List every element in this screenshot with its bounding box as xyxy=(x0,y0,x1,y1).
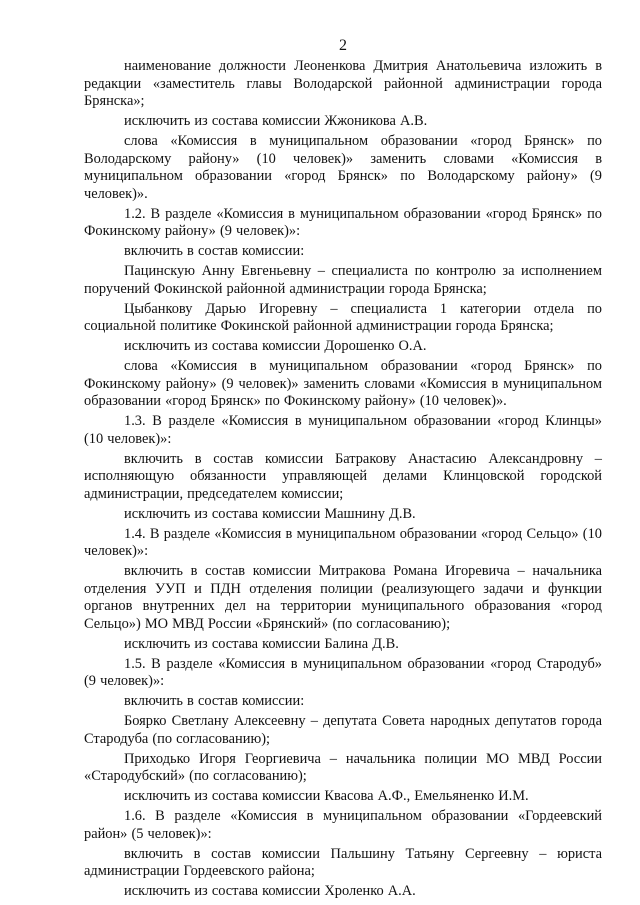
paragraph-exclude-mashnina: исключить из состава комиссии Машнину Д.В. xyxy=(124,505,416,522)
paragraph-section-1-4: 1.4. В разделе «Комиссия в муниципальном образовании «город Сельцо» (10 человек)»: xyxy=(84,525,602,559)
paragraph-include-prikhodko: Приходько Игоря Георгиевича – начальника полиции МО МВД России «Стародубский» (по согласованию); xyxy=(84,750,602,784)
paragraph-exclude-khrolenko: исключить из состава комиссии Хроленко А.А. xyxy=(124,883,416,899)
document-page xyxy=(84,36,602,903)
paragraph-exclude-balin: исключить из состава комиссии Балина Д.В. xyxy=(124,635,399,652)
paragraph-volodarsky-rename: слова «Комиссия в муниципальном образовании «город Брянск» по Володарскому району» (10 человек)» заменить словами «Комиссия в муниципальном образовании «город Брянск» по Володарскому району» (9 человек)». xyxy=(84,133,602,202)
paragraph-section-1-5: 1.5. В разделе «Комиссия в муниципальном образовании «город Стародуб» (9 человек)»: xyxy=(84,655,602,689)
paragraph-exclude-doroshenko: исключить из состава комиссии Дорошенко О.А. xyxy=(124,338,427,354)
paragraph-exclude-zhzhonikov: исключить из состава комиссии Жжоникова А.В. xyxy=(124,113,428,129)
paragraph-include-patsinskaya: Пацинскую Анну Евгеньевну – специалиста по контролю за исполнением поручений Фокинской районной администрации города Брянска; xyxy=(84,263,602,297)
paragraph-include-boyarko: Боярко Светлану Алексеевну – депутата Совета народных депутатов города Стародуба (по согласованию); xyxy=(84,713,602,747)
paragraph-section-1-6: 1.6. В разделе «Комиссия в муниципальном образовании «Гордеевский район» (5 человек)»: xyxy=(84,808,602,842)
paragraph-exclude-kvasov-emelyanenko: исключить из состава комиссии Квасова А.Ф., Емельяненко И.М. xyxy=(124,788,529,804)
paragraph-section-1-3: 1.3. В разделе «Комиссия в муниципальном образовании «город Клинцы» (10 человек)»: xyxy=(84,413,602,447)
paragraph-include-tsybankova: Цыбанкову Дарью Игоревну – специалиста 1 категории отдела по социальной политике Фокинской районной администрации города Брянска; xyxy=(84,300,602,334)
paragraph-leonenkov-title: наименование должности Леоненкова Дмитрия Анатольевича изложить в редакции «заместитель главы Володарской районной администрации города Брянска»; xyxy=(84,58,602,109)
paragraph-fokinsky-rename: слова «Комиссия в муниципальном образовании «город Брянск» по Фокинскому району» (9 человек)» заменить словами «Комиссия в муниципальном образовании «город Брянск» по Фокинскому району» (10 человек)». xyxy=(84,358,602,409)
paragraph-include-header-starodub: включить в состав комиссии: xyxy=(124,693,305,709)
paragraph-include-header-fokinsky: включить в состав комиссии: xyxy=(124,243,305,259)
page-number: 2 xyxy=(339,37,347,54)
paragraph-include-palshina: включить в состав комиссии Пальшину Татьяну Сергеевну – юриста администрации Гордеевского района; xyxy=(84,845,602,879)
paragraph-include-batrakova: включить в состав комиссии Батракову Анастасию Александровну – исполняющую обязанности управляющей делами Клинцовской городской администрации, председателем комиссии; xyxy=(84,450,602,502)
paragraph-include-mitrakov: включить в состав комиссии Митракова Романа Игоревича – начальника отделения УУП и ПДН отделения полиции (реализующего задачи и функции органов внутренних дел на территории муниципального образования «город Сельцо») МО МВД России «Брянский» (по согласованию); xyxy=(84,563,602,632)
paragraph-section-1-2: 1.2. В разделе «Комиссия в муниципальном образовании «город Брянск» по Фокинскому району» (9 человек)»: xyxy=(84,205,602,239)
